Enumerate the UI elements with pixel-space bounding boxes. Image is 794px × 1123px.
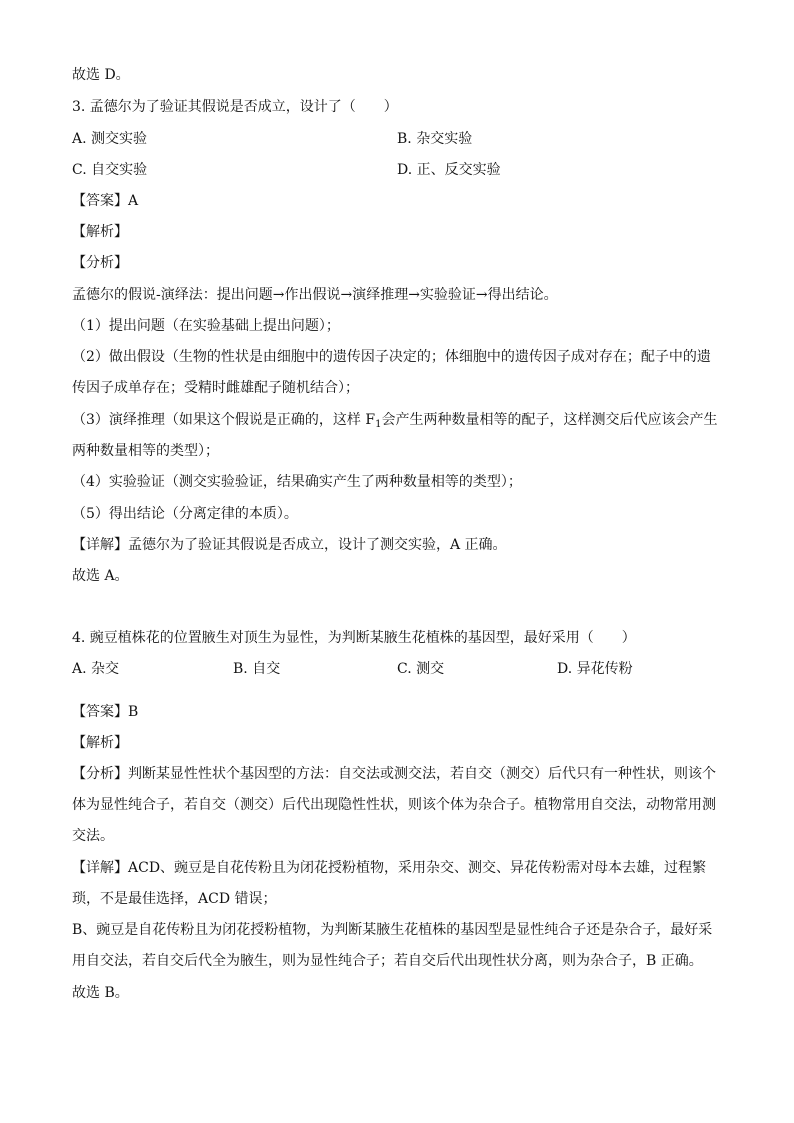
q4-fenxi-line-1: 【分析】判断某显性性状个基因型的方法：自交法或测交法，若自交（测交）后代只有一种性状，则该个 (72, 766, 716, 782)
q4-detail-line-2: 琐，不是最佳选择，ACD 错误； (72, 891, 277, 907)
q3-method: 孟德尔的假说-演绎法：提出问题→作出假说→演绎推理→实验验证→得出结论。 (72, 287, 558, 303)
q3-step-4: （4）实验验证（测交实验验证，结果确实产生了两种数量相等的类型）； (72, 474, 522, 490)
q3-stem: 3. 孟德尔为了验证其假说是否成立，设计了（ ） (72, 99, 398, 115)
q3-step-3-text-b: 会产生两种数量相等的配子，这样测交后代应该会产生 (381, 412, 718, 428)
q3-answer: 【答案】A (72, 193, 139, 209)
q4-option-c: C. 测交 (397, 661, 445, 677)
q3-step-2-line-1: （2）做出假设（生物的性状是由细胞中的遗传因子决定的；体细胞中的遗传因子成对存在；配子中的遗 (72, 349, 711, 365)
q3-step-5: （5）得出结论（分离定律的本质）。 (72, 506, 298, 522)
q3-detail: 【详解】孟德尔为了验证其假说是否成立，设计了测交实验，A 正确。 (72, 537, 507, 553)
q4-option-b: B. 自交 (233, 661, 281, 677)
q3-conclusion: 故选 A。 (72, 568, 129, 584)
q3-option-c: C. 自交实验 (72, 162, 148, 178)
q3-step-3-line-2: 两种数量相等的类型）； (72, 443, 219, 459)
q3-option-b: B. 杂交实验 (397, 131, 473, 147)
q3-analysis-label: 【解析】 (72, 224, 128, 240)
q4-analysis-label: 【解析】 (72, 735, 128, 751)
q3-fenxi-label: 【分析】 (72, 255, 128, 271)
q4-answer: 【答案】B (72, 704, 139, 720)
q3-step-3-text-a: （3）演绎推理（如果这个假说是正确的，这样 F (72, 412, 376, 428)
q3-option-a: A. 测交实验 (72, 131, 148, 147)
q4-detail-line-1: 【详解】ACD、豌豆是自花传粉且为闭花授粉植物，采用杂交、测交、异花传粉需对母本去雄，过程繁 (72, 860, 707, 876)
q3-step-3-line-1 (72, 411, 717, 429)
q3-option-d: D. 正、反交实验 (397, 162, 501, 178)
q3-step-3-subscript: 1 (375, 419, 382, 430)
q4-stem: 4. 豌豆植株花的位置腋生对顶生为显性，为判断某腋生花植株的基因型，最好采用（ ） (72, 630, 636, 646)
q4-detail-line-3: B、豌豆是自花传粉且为闭花授粉植物，为判断某腋生花植株的基因型是显性纯合子还是杂合子，最好采 (72, 922, 713, 938)
q4-fenxi-line-3: 交法。 (72, 828, 114, 844)
q3-step-1: （1）提出问题（在实验基础上提出问题）； (72, 318, 340, 334)
q4-conclusion: 故选 B。 (72, 985, 129, 1001)
q4-detail-line-4: 用自交法，若自交后代全为腋生，则为显性纯合子；若自交后代出现性状分离，则为杂合子，B 正确。 (72, 953, 703, 969)
q4-option-d: D. 异花传粉 (557, 661, 633, 677)
q2-conclusion: 故选 D。 (72, 67, 130, 83)
q4-option-a: A. 杂交 (72, 661, 120, 677)
q3-step-2-line-2: 传因子成单存在；受精时雌雄配子随机结合）； (72, 380, 359, 396)
q4-fenxi-line-2: 体为显性纯合子，若自交（测交）后代出现隐性性状，则该个体为杂合子。植物常用自交法，动物常用测 (72, 797, 716, 813)
